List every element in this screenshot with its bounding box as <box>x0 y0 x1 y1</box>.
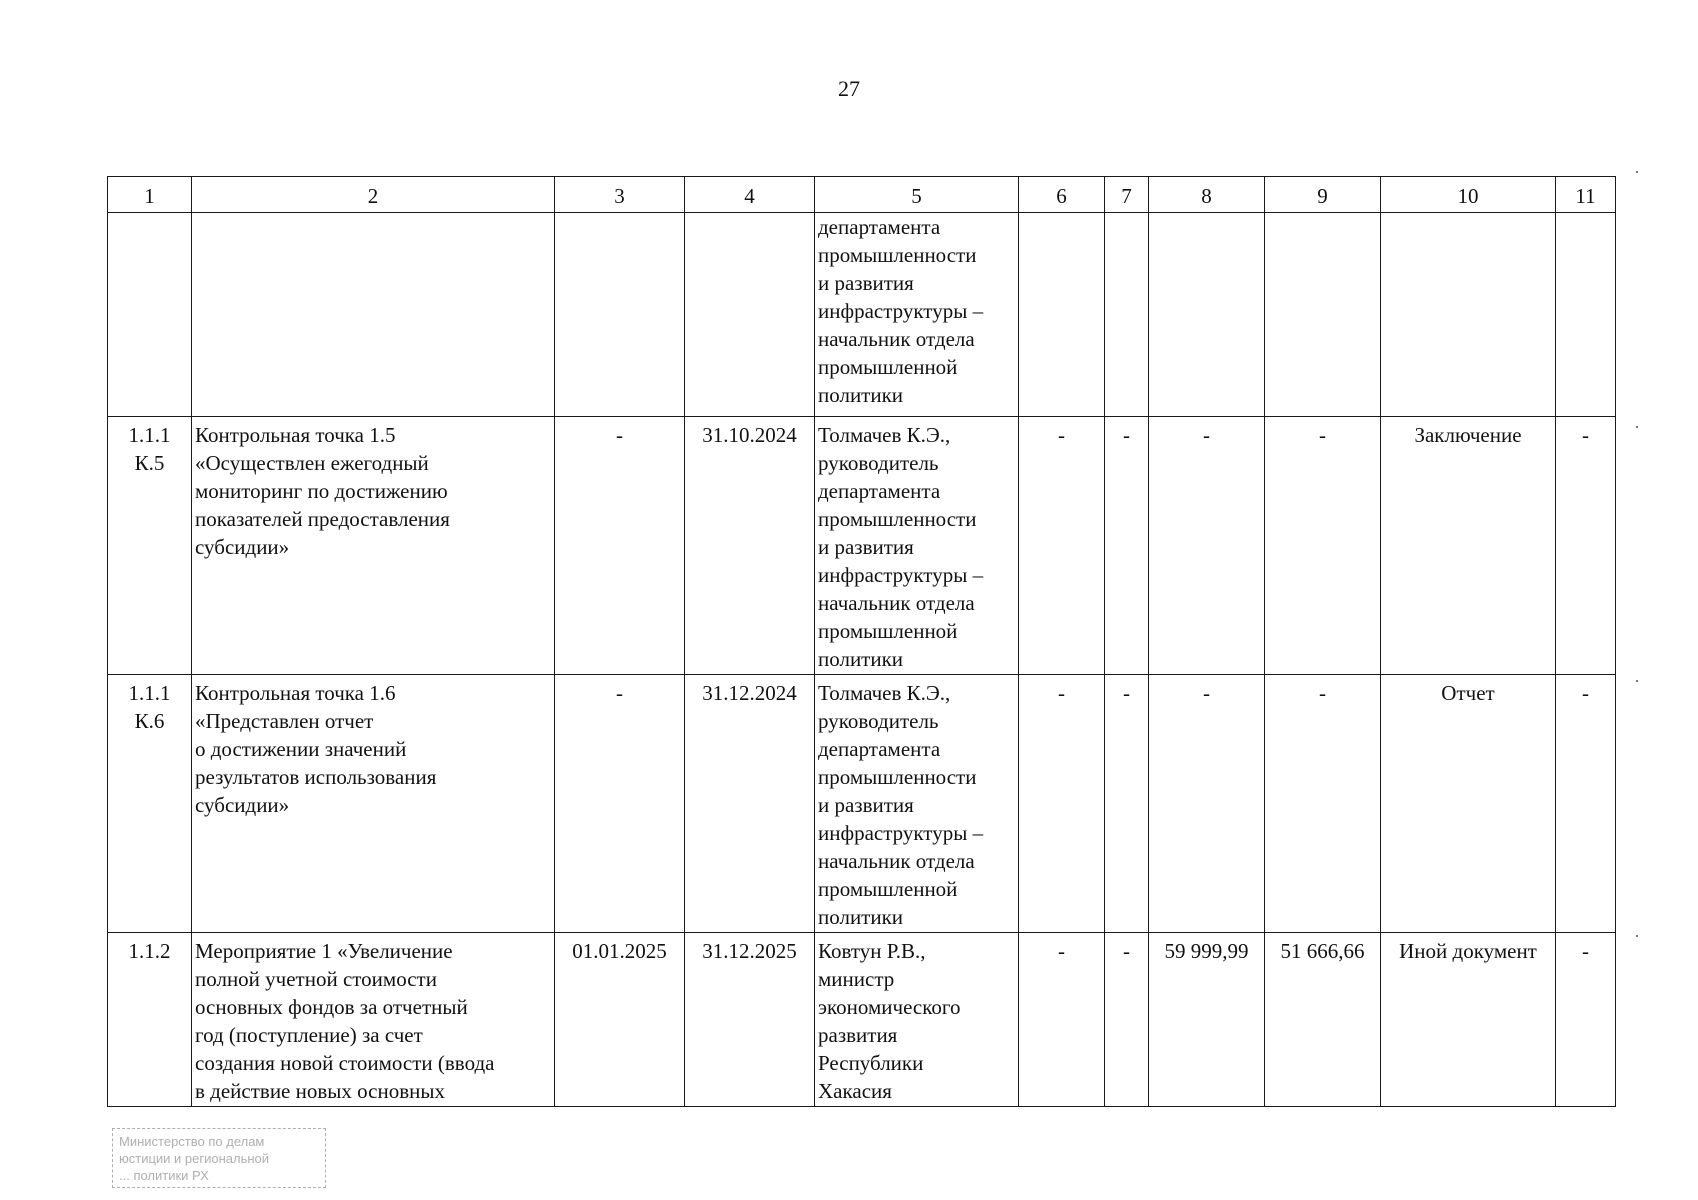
column-header: 3 <box>555 177 685 213</box>
col9-cell <box>1265 213 1381 417</box>
start-date-cell <box>555 213 685 417</box>
scan-mark <box>1636 935 1638 937</box>
col8-cell: 59 999,99 <box>1149 933 1265 1107</box>
column-header: 11 <box>1556 177 1616 213</box>
description-line: Контрольная точка 1.6 <box>195 681 396 705</box>
description-line: создания новой стоимости (ввода <box>195 1051 495 1075</box>
scan-mark <box>1636 680 1638 682</box>
responsible-line: департамента <box>818 737 941 761</box>
responsible-line: Республики <box>818 1051 924 1075</box>
col6-cell <box>1019 213 1105 417</box>
responsible-line: промышленной <box>818 619 958 643</box>
description-cell <box>192 417 555 675</box>
stamp-line: ... политики РХ <box>119 1168 209 1183</box>
end-date-cell: 31.12.2025 <box>685 933 815 1107</box>
col7-cell: - <box>1105 675 1149 933</box>
description-line: в действие новых основных <box>195 1079 445 1103</box>
table-row <box>108 933 1616 1107</box>
row-number-cell <box>108 213 192 417</box>
stamp-line: юстиции и региональной <box>119 1151 270 1166</box>
responsible-line: промышленности <box>818 507 977 531</box>
responsible-cell <box>815 675 1019 933</box>
row-number-cell <box>108 417 192 675</box>
responsible-line: начальник отдела <box>818 849 975 873</box>
row-number-line: К.6 <box>134 709 165 733</box>
responsible-line: промышленной <box>818 355 958 379</box>
col7-cell: - <box>1105 417 1149 675</box>
description-cell <box>192 933 555 1107</box>
responsible-line: экономического <box>818 995 961 1019</box>
start-date-cell: - <box>555 675 685 933</box>
row-number-line: 1.1.1 <box>128 423 171 447</box>
col8-cell: - <box>1149 675 1265 933</box>
description-line: год (поступление) за счет <box>195 1023 423 1047</box>
stamp-line: Министерство по делам <box>119 1134 265 1149</box>
description-line: результатов использования <box>195 765 437 789</box>
document-type-cell <box>1381 213 1556 417</box>
col11-cell: - <box>1556 933 1616 1107</box>
responsible-cell <box>815 933 1019 1107</box>
end-date-cell: 31.12.2024 <box>685 675 815 933</box>
responsible-line: промышленности <box>818 243 977 267</box>
responsible-line: политики <box>818 905 904 929</box>
col7-cell: - <box>1105 933 1149 1107</box>
col9-cell: - <box>1265 675 1381 933</box>
col7-cell <box>1105 213 1149 417</box>
document-type-cell: Отчет <box>1381 675 1556 933</box>
responsible-line: и развития <box>818 535 914 559</box>
description-line: субсидии» <box>195 535 290 559</box>
responsible-line: Ковтун Р.В., <box>818 939 926 963</box>
responsible-cell <box>815 417 1019 675</box>
description-line: мониторинг по достижению <box>195 479 448 503</box>
responsible-line: промышленности <box>818 765 977 789</box>
description-line: полной учетной стоимости <box>195 967 437 991</box>
row-number-line: 1.1.1 <box>128 681 171 705</box>
col6-cell: - <box>1019 675 1105 933</box>
column-header: 6 <box>1019 177 1105 213</box>
column-header: 4 <box>685 177 815 213</box>
responsible-line: инфраструктуры – <box>818 299 984 323</box>
document-type-cell: Иной документ <box>1381 933 1556 1107</box>
description-line: Мероприятие 1 «Увеличение <box>195 939 453 963</box>
row-number-cell <box>108 933 192 1107</box>
description-line: субсидии» <box>195 793 290 817</box>
column-header: 9 <box>1265 177 1381 213</box>
end-date-cell: 31.10.2024 <box>685 417 815 675</box>
responsible-line: Толмачев К.Э., <box>818 681 951 705</box>
col11-cell: - <box>1556 417 1616 675</box>
ministry-stamp <box>112 1128 326 1188</box>
table-header-row <box>108 177 1616 213</box>
row-number-line: 1.1.2 <box>128 939 171 963</box>
col6-cell: - <box>1019 933 1105 1107</box>
column-header: 8 <box>1149 177 1265 213</box>
description-line: показателей предоставления <box>195 507 450 531</box>
responsible-line: департамента <box>818 479 941 503</box>
responsible-line: развития <box>818 1023 898 1047</box>
responsible-line: инфраструктуры – <box>818 821 984 845</box>
description-line: «Представлен отчет <box>195 709 374 733</box>
responsible-line: и развития <box>818 271 914 295</box>
description-line: Контрольная точка 1.5 <box>195 423 396 447</box>
table-row <box>108 417 1616 675</box>
description-line: о достижении значений <box>195 737 407 761</box>
responsible-line: Хакасия <box>818 1079 892 1103</box>
column-header: 5 <box>815 177 1019 213</box>
col8-cell: - <box>1149 417 1265 675</box>
col8-cell <box>1149 213 1265 417</box>
page-number: 27 <box>838 76 860 101</box>
responsible-line: политики <box>818 383 904 407</box>
col11-cell <box>1556 213 1616 417</box>
responsible-line: руководитель <box>818 451 939 475</box>
table-row <box>108 675 1616 933</box>
column-header: 2 <box>192 177 555 213</box>
responsible-line: начальник отдела <box>818 591 975 615</box>
column-header: 7 <box>1105 177 1149 213</box>
responsible-line: и развития <box>818 793 914 817</box>
scan-mark <box>1636 426 1638 428</box>
row-number-line: К.5 <box>134 451 165 475</box>
responsible-line: департамента <box>818 215 941 239</box>
table-row <box>108 213 1616 417</box>
responsible-line: Толмачев К.Э., <box>818 423 951 447</box>
row-number-cell <box>108 675 192 933</box>
start-date-cell: 01.01.2025 <box>555 933 685 1107</box>
col6-cell: - <box>1019 417 1105 675</box>
document-type-cell: Заключение <box>1381 417 1556 675</box>
control-points-table <box>107 176 1616 1107</box>
scan-mark <box>1636 171 1638 173</box>
col9-cell: 51 666,66 <box>1265 933 1381 1107</box>
responsible-line: начальник отдела <box>818 327 975 351</box>
col11-cell: - <box>1556 675 1616 933</box>
column-header: 10 <box>1381 177 1556 213</box>
responsible-cell <box>815 213 1019 417</box>
description-cell <box>192 675 555 933</box>
column-header: 1 <box>108 177 192 213</box>
col9-cell: - <box>1265 417 1381 675</box>
description-line: «Осуществлен ежегодный <box>195 451 429 475</box>
responsible-line: руководитель <box>818 709 939 733</box>
responsible-line: инфраструктуры – <box>818 563 984 587</box>
description-line: основных фондов за отчетный <box>195 995 468 1019</box>
end-date-cell <box>685 213 815 417</box>
responsible-line: министр <box>818 967 895 991</box>
responsible-line: промышленной <box>818 877 958 901</box>
responsible-line: политики <box>818 647 904 671</box>
start-date-cell: - <box>555 417 685 675</box>
description-cell <box>192 213 555 417</box>
